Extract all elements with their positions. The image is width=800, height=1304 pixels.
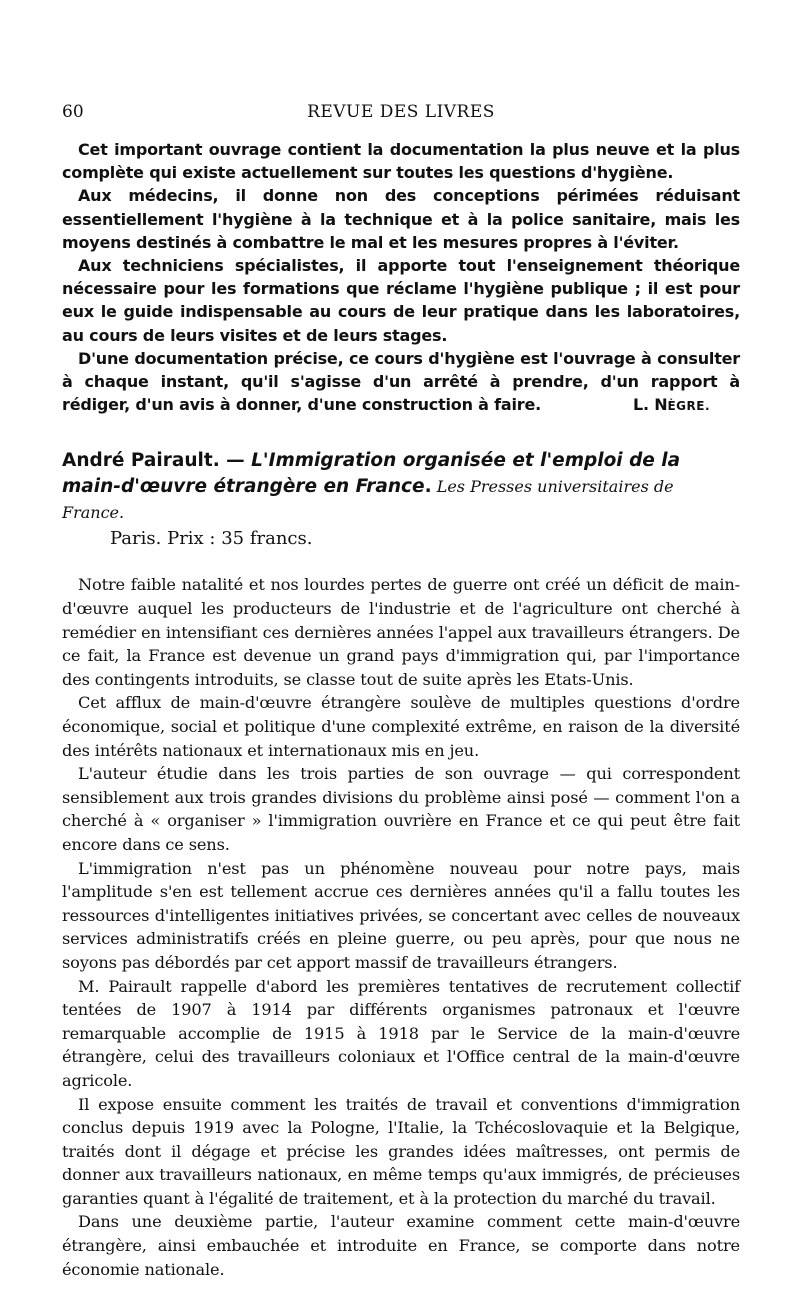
journal-section-title: REVUE DES LIVRES <box>307 102 495 122</box>
paragraph: L'immigration n'est pas un phénomène nouveau pour notre pays, mais l'amplitude s'en est tellement accrue ces dernières années qu'il a fallu toutes les ressources d'intelligentes initiatives privées, se concertant avec celles de nouveaux services administratifs créés en pleine guerre, ou peu après, pour que nous ne soyons pas débordés par cet apport massif de travailleurs étrangers. <box>62 858 740 972</box>
paragraph: Notre faible natalité et nos lourdes pertes de guerre ont créé un déficit de main-d'œuvre auquel les producteurs de l'industrie et de l'agriculture ont cherché à remédier en intensifiant ces dernières années l'appel aux travailleurs étrangers. De ce fait, la France est devenue un grand pays d'immigration qui, par l'importance des contingents introduits, se classe tout de suite après les Etats-Unis. <box>62 575 740 689</box>
paragraph: Dans une deuxième partie, l'auteur examine comment cette main-d'œuvre étrangère, ainsi embauchée et introduite en France, se comporte dans notre économie nationale. <box>62 1212 740 1279</box>
page-number: 60 <box>62 102 84 122</box>
reviewer-signature: L. NÈGRE. <box>633 395 710 415</box>
review-body <box>62 573 740 1281</box>
paragraph: Aux médecins, il donne non des conceptions périmées réduisant essentiellement l'hygiène à la technique et à la police sanitaire, mais les moyens destinés à combattre le mal et les mesures propres à l'éviter. <box>62 186 740 252</box>
paragraph-text: D'une documentation précise, ce cours d'hygiène est l'ouvrage à consulter à chaque instant, qu'il s'agisse d'un arrêté à prendre, d'un rapport à rédiger, d'un avis à donner, d'une construction à faire. <box>62 348 740 415</box>
book-author: André Pairault. <box>62 450 220 472</box>
running-head <box>62 96 740 126</box>
title-dash: — <box>219 450 252 472</box>
paragraph: Cet afflux de main-d'œuvre étrangère soulève de multiples questions d'ordre économique, social et politique d'une complexité extrême, en raison de la diversité des intérêts nationaux et internationaux mis en jeu. <box>62 693 740 760</box>
paragraph: L'auteur étudie dans les trois parties de son ouvrage — qui correspondent sensiblement aux trois grandes divisions du problème ainsi posé — comment l'on a cherché à « organiser » l'immigration ouvrière en France et ce qui peut être fait encore dans ce sens. <box>62 764 740 854</box>
book-city-price: Paris. Prix : 35 francs. <box>110 528 313 550</box>
book-title: L'Immigration organisée et l'emploi de la main-d'œuvre étrangère en France <box>62 450 681 498</box>
paragraph: Cet important ouvrage contient la documentation la plus neuve et la plus complète qui existe actuellement sur toutes les questions d'hygiène. <box>62 140 740 183</box>
book-reference <box>62 448 740 551</box>
book-review-page <box>62 96 740 1281</box>
title-period: . <box>424 476 432 498</box>
book-publisher: Les Presses universitaires de France. <box>62 477 674 523</box>
paragraph: M. Pairault rappelle d'abord les premières tentatives de recrutement collectif tentées de 1907 à 1914 par différents organismes patronaux et l'œuvre remarquable accomplie de 1915 à 1918 par le Service de la main-d'œuvre étrangère, celui des travailleurs coloniaux et l'Office central de la main-d'œuvre agricole. <box>62 976 740 1090</box>
paragraph-with-signature <box>62 347 740 417</box>
book-title-line <box>62 448 740 526</box>
paragraph: Aux techniciens spécialistes, il apporte tout l'enseignement théorique nécessaire pour les formations que réclame l'hygiène publique ; il est pour eux le guide indispensable au cours de leur pratique dans les laboratoires, au cours de leurs visites et de leurs stages. <box>62 256 740 345</box>
previous-review-end <box>62 138 740 416</box>
paragraph: Il expose ensuite comment les traités de travail et conventions d'immigration conclus depuis 1919 avec la Pologne, l'Italie, la Tchécoslovaquie et la Belgique, traités dont il dégage et précise les grandes idées maîtresses, ont permis de donner aux travailleurs nationaux, en même temps qu'aux immigrés, de précieuses garanties quant à l'égalité de traitement, et à la protection du marché du travail. <box>62 1094 740 1208</box>
